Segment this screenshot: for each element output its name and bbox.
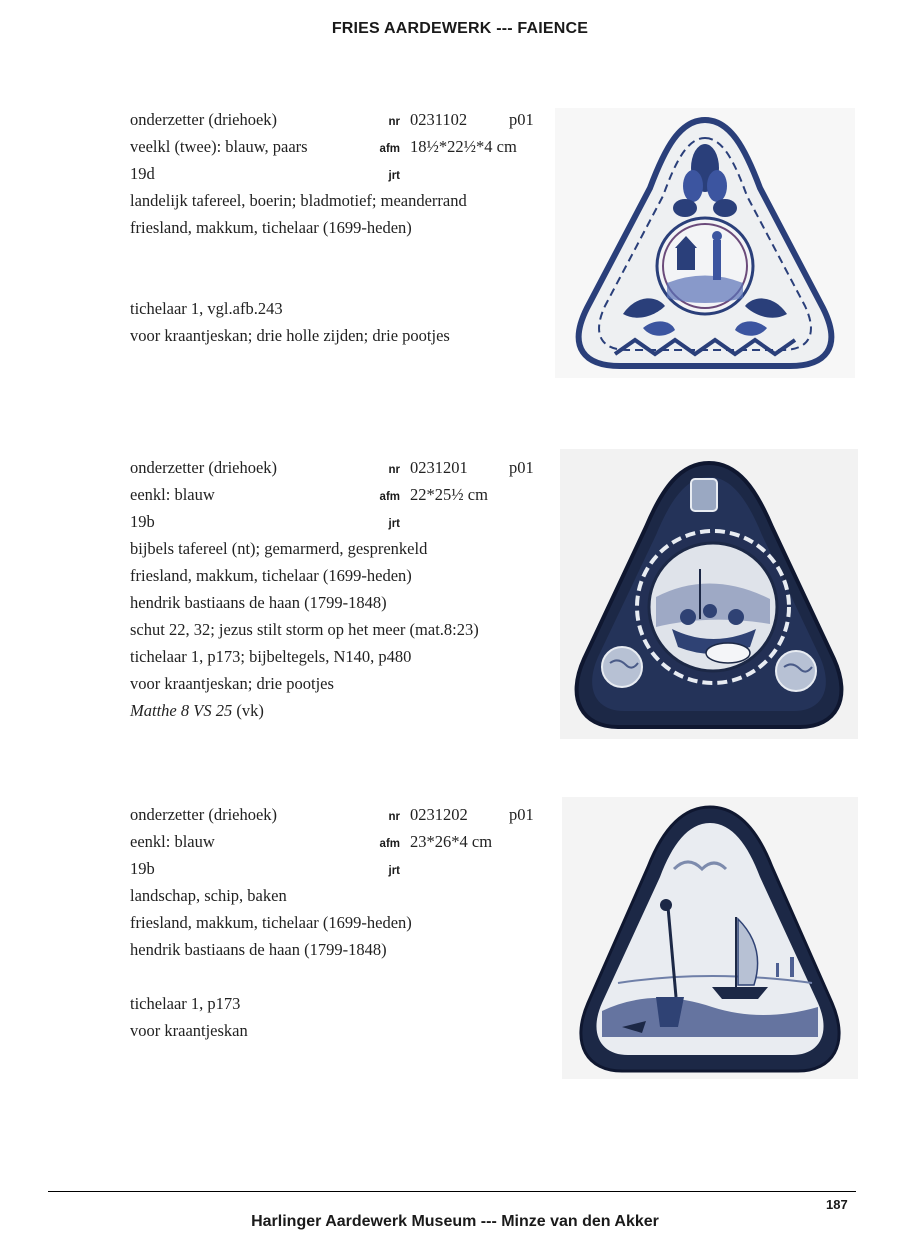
page-title: FRIES AARDEWERK --- FAIENCE — [331, 20, 589, 37]
field-value-nr: 0231201 — [410, 458, 468, 477]
field-label-afm: afm — [379, 491, 400, 503]
trivet-photo-landscape — [562, 797, 858, 1079]
field-value-voorbeeld: schut 22, 32; jezus stilt storm op het meer (mat.8:23) — [130, 620, 479, 639]
field-value-kleur: eenkl: blauw — [130, 485, 215, 504]
field-value-afm: 23*26*4 cm — [410, 832, 493, 851]
field-label-nr: nr — [388, 116, 400, 128]
field-value-voorwerp: onderzetter (driehoek) — [130, 110, 278, 129]
field-label-nr: nr — [388, 811, 400, 823]
field-value-page: p01 — [509, 110, 534, 129]
field-value-opschrift — [130, 701, 264, 721]
field-value-schilder: hendrik bastiaans de haan (1799-1848) — [130, 940, 387, 959]
field-value-literatuur: tichelaar 1, p173 — [130, 994, 241, 1013]
field-value-opmerking: voor kraantjeskan — [130, 1021, 248, 1040]
trivet-photo-polychrome — [555, 108, 855, 378]
field-label-jrt: jrt — [388, 170, 400, 182]
field-label-afm: afm — [379, 838, 400, 850]
field-value-kleur: veelkl (twee): blauw, paars — [130, 137, 308, 156]
field-value-fabrikaat: friesland, makkum, tichelaar (1699-heden) — [130, 566, 412, 585]
trivet-photo-marbled — [560, 449, 858, 739]
field-value-page: p01 — [509, 805, 534, 824]
field-value-literatuur: tichelaar 1, vgl.afb.243 — [130, 299, 283, 318]
field-value-opmerking: voor kraantjeskan; drie holle zijden; drie pootjes — [130, 326, 450, 345]
field-value-afm: 18½*22½*4 cm — [410, 137, 517, 156]
field-value-datering: 19d — [130, 164, 155, 183]
field-value-fabrikaat: friesland, makkum, tichelaar (1699-heden) — [130, 913, 412, 932]
footer-title: Harlinger Aardewerk Museum --- Minze van den Akker — [251, 1213, 659, 1230]
field-label-jrt: jrt — [388, 518, 400, 530]
field-value-voorstelling: bijbels tafereel (nt); gemarmerd, gesprenkeld — [130, 539, 428, 558]
field-value-afm: 22*25½ cm — [410, 485, 488, 504]
field-value-fabrikaat: friesland, makkum, tichelaar (1699-heden) — [130, 218, 412, 237]
field-value-voorwerp: onderzetter (driehoek) — [130, 458, 278, 477]
footer-divider — [48, 1191, 856, 1192]
field-value-page: p01 — [509, 458, 534, 477]
page-number: 187 — [826, 1197, 848, 1212]
field-value-opmerking: voor kraantjeskan; drie pootjes — [130, 674, 334, 693]
field-value-voorwerp: onderzetter (driehoek) — [130, 805, 278, 824]
field-value-datering: 19b — [130, 512, 155, 531]
field-label-jrt: jrt — [388, 865, 400, 877]
field-value-datering: 19b — [130, 859, 155, 878]
field-value-voorstelling: landschap, schip, baken — [130, 886, 287, 905]
opschrift-text: Matthe 8 VS 25 — [130, 701, 233, 720]
opschrift-note: (vk) — [232, 701, 264, 720]
field-value-literatuur: tichelaar 1, p173; bijbeltegels, N140, p480 — [130, 647, 412, 666]
field-label-nr: nr — [388, 464, 400, 476]
field-value-nr: 0231102 — [410, 110, 468, 129]
field-label-afm: afm — [379, 143, 400, 155]
field-value-kleur: eenkl: blauw — [130, 832, 215, 851]
field-value-nr: 0231202 — [410, 805, 468, 824]
field-value-voorstelling: landelijk tafereel, boerin; bladmotief; meanderrand — [130, 191, 467, 210]
field-value-schilder: hendrik bastiaans de haan (1799-1848) — [130, 593, 387, 612]
